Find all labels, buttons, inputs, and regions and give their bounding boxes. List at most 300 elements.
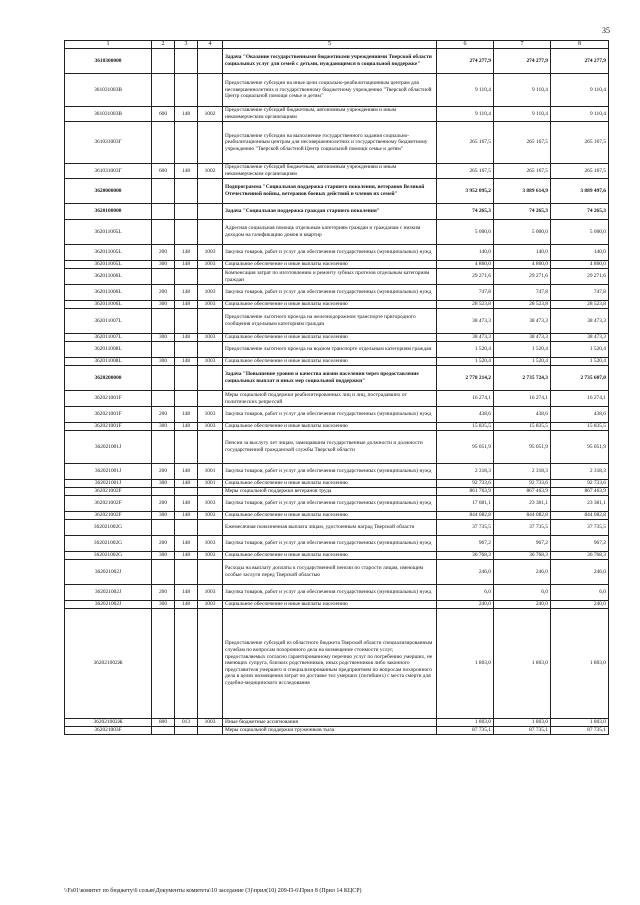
table-row: [65, 407, 609, 423]
administrator-cell: 148: [175, 358, 198, 366]
amount-year1-cell: 74 265,3: [437, 204, 494, 220]
column-header: 6: [437, 41, 494, 49]
table-row: [65, 269, 609, 285]
budget-code-cell: 362021002J: [65, 560, 152, 585]
table-row: [65, 342, 609, 358]
column-header: 3: [175, 41, 198, 49]
section-cell: [198, 204, 223, 220]
budget-code-cell: 362021002G: [65, 536, 152, 552]
amount-year1-cell: 246,0: [437, 560, 494, 585]
expense-type-cell: [152, 431, 175, 464]
budget-code-cell: 362021001F: [65, 407, 152, 423]
budget-code-cell: 362021002F: [65, 496, 152, 512]
amount-year1-cell: 38 473,3: [437, 334, 494, 342]
amount-year3-cell: 28 523,8: [551, 301, 609, 309]
amount-year3-cell: 9 110,4: [551, 74, 609, 107]
section-cell: [198, 609, 223, 719]
amount-year1-cell: 265 167,5: [437, 122, 494, 164]
table-row: [65, 585, 609, 601]
table-row: [65, 204, 609, 220]
budget-code-cell: 361031003Г: [65, 122, 152, 164]
section-cell: 1003: [198, 334, 223, 342]
administrator-cell: [175, 220, 198, 245]
expense-type-cell: 300: [152, 334, 175, 342]
amount-year1-cell: 844 082,8: [437, 512, 494, 520]
budget-code-cell: 362021001F: [65, 423, 152, 431]
item-name-cell: Меры социальной поддержки ветеранов труда: [223, 488, 437, 496]
table-row: [65, 601, 609, 609]
item-name-cell: Закупка товаров, работ и услуг для обеспечения государственных (муниципальных) нужд: [223, 407, 437, 423]
amount-year1-cell: 28 523,8: [437, 301, 494, 309]
amount-year2-cell: 38 473,3: [494, 334, 551, 342]
section-cell: 1003: [198, 585, 223, 601]
amount-year3-cell: 1 520,4: [551, 342, 609, 358]
table-row: [65, 431, 609, 464]
table-row: [65, 560, 609, 585]
administrator-cell: [175, 366, 198, 391]
section-cell: 1003: [198, 285, 223, 301]
amount-year1-cell: 1 803,0: [437, 719, 494, 727]
amount-year2-cell: 747,8: [494, 285, 551, 301]
budget-code-cell: 362011007L: [65, 309, 152, 334]
amount-year2-cell: 967,2: [494, 536, 551, 552]
item-name-cell: Меры социальной поддержки тружеников тыла: [223, 727, 437, 735]
item-name-cell: Социальное обеспечение и иные выплаты населению: [223, 552, 437, 560]
amount-year1-cell: 29 271,6: [437, 269, 494, 285]
amount-year3-cell: 36 768,3: [551, 552, 609, 560]
amount-year3-cell: 1 803,0: [551, 719, 609, 727]
amount-year3-cell: 844 082,8: [551, 512, 609, 520]
expense-type-cell: 300: [152, 512, 175, 520]
administrator-cell: 148: [175, 285, 198, 301]
table-row: [65, 423, 609, 431]
budget-code-cell: 362021003F: [65, 727, 152, 735]
table-row: [65, 49, 609, 74]
amount-year1-cell: 36 768,3: [437, 552, 494, 560]
amount-year3-cell: 6,0: [551, 585, 609, 601]
expense-type-cell: 200: [152, 407, 175, 423]
expense-type-cell: [152, 609, 175, 719]
section-cell: 1002: [198, 107, 223, 122]
budget-code-cell: 362011005L: [65, 245, 152, 261]
amount-year3-cell: 246,0: [551, 560, 609, 585]
expense-type-cell: 200: [152, 464, 175, 480]
expense-type-cell: [152, 366, 175, 391]
amount-year1-cell: 438,6: [437, 407, 494, 423]
section-cell: [198, 342, 223, 358]
item-name-cell: Предоставление льготного проезда на водном транспорте отдельным категориям граждан: [223, 342, 437, 358]
amount-year2-cell: 74 265,3: [494, 204, 551, 220]
amount-year1-cell: 5 000,0: [437, 220, 494, 245]
amount-year1-cell: 9 110,4: [437, 107, 494, 122]
item-name-cell: Предоставление субсидии на выполнение государственного задания социально-реабилитационным центрам для несовершеннолетних и государственному бюджетному учреждению "Тверской областной Центр социальной помощи семье и детям": [223, 122, 437, 164]
table-row: [65, 552, 609, 560]
administrator-cell: 148: [175, 301, 198, 309]
administrator-cell: 148: [175, 464, 198, 480]
item-name-cell: Социальное обеспечение и иные выплаты населению: [223, 601, 437, 609]
amount-year2-cell: 36 768,3: [494, 552, 551, 560]
amount-year1-cell: 2 778 214,2: [437, 366, 494, 391]
budget-code-cell: 362021001J: [65, 464, 152, 480]
column-header: 1: [65, 41, 152, 49]
item-name-cell: Подпрограмма "Социальная поддержка старшего поколения, ветеранов Великой Отечественной войны, ветеранов боевых действий и членов их семей": [223, 179, 437, 204]
amount-year1-cell: 861 763,9: [437, 488, 494, 496]
amount-year1-cell: 2 318,3: [437, 464, 494, 480]
amount-year2-cell: 6,0: [494, 585, 551, 601]
section-cell: 1003: [198, 536, 223, 552]
administrator-cell: [175, 49, 198, 74]
amount-year3-cell: 15 835,5: [551, 423, 609, 431]
administrator-cell: [175, 488, 198, 496]
amount-year1-cell: 265 167,5: [437, 164, 494, 179]
section-cell: [198, 391, 223, 407]
administrator-cell: 148: [175, 164, 198, 179]
expense-type-cell: [152, 560, 175, 585]
item-name-cell: Закупка товаров, работ и услуг для обеспечения государственных (муниципальных) нужд: [223, 245, 437, 261]
expense-type-cell: 300: [152, 552, 175, 560]
item-name-cell: Адресная социальная помощь отдельным категориям граждан и гражданам с низким доходом на газификацию домов и квартир: [223, 220, 437, 245]
budget-code-cell: 362021002G: [65, 552, 152, 560]
administrator-cell: [175, 179, 198, 204]
amount-year2-cell: 15 835,5: [494, 423, 551, 431]
table-row: [65, 488, 609, 496]
budget-code-cell: 362011008L: [65, 358, 152, 366]
budget-code-cell: 362021001J: [65, 431, 152, 464]
section-cell: 1003: [198, 552, 223, 560]
section-cell: [198, 220, 223, 245]
amount-year2-cell: 265 167,5: [494, 164, 551, 179]
amount-year2-cell: 274 277,9: [494, 49, 551, 74]
expense-type-cell: 300: [152, 480, 175, 488]
amount-year1-cell: 15 835,5: [437, 423, 494, 431]
expense-type-cell: [152, 74, 175, 107]
item-name-cell: Компенсация затрат по изготовлению и ремонту зубных протезов отдельным категориям граждан: [223, 269, 437, 285]
amount-year3-cell: 23 381,1: [551, 496, 609, 512]
table-row: [65, 520, 609, 536]
amount-year3-cell: 967,2: [551, 536, 609, 552]
item-name-cell: Социальное обеспечение и иные выплаты населению: [223, 334, 437, 342]
amount-year1-cell: 6,0: [437, 585, 494, 601]
table-row: [65, 536, 609, 552]
administrator-cell: 148: [175, 334, 198, 342]
amount-year1-cell: 37 735,5: [437, 520, 494, 536]
table-row: [65, 107, 609, 122]
item-name-cell: Задача "Повышение уровня и качества жизни населения через предоставление социальных выплат и иных мер социальной поддержки": [223, 366, 437, 391]
section-cell: [198, 309, 223, 334]
amount-year3-cell: 38 473,3: [551, 334, 609, 342]
table-body: [65, 41, 609, 735]
amount-year2-cell: 95 051,9: [494, 431, 551, 464]
amount-year3-cell: 92 733,6: [551, 480, 609, 488]
amount-year2-cell: 1 803,0: [494, 719, 551, 727]
administrator-cell: 148: [175, 601, 198, 609]
expense-type-cell: 300: [152, 301, 175, 309]
amount-year1-cell: 4 860,0: [437, 261, 494, 269]
column-header: 2: [152, 41, 175, 49]
column-header: 8: [551, 41, 609, 49]
amount-year2-cell: 3 889 614,9: [494, 179, 551, 204]
administrator-cell: [175, 269, 198, 285]
expense-type-cell: 200: [152, 496, 175, 512]
section-cell: 1001: [198, 464, 223, 480]
column-header: 5: [223, 41, 437, 49]
expense-type-cell: 600: [152, 107, 175, 122]
amount-year2-cell: 844 082,8: [494, 512, 551, 520]
amount-year3-cell: 37 735,5: [551, 520, 609, 536]
expense-type-cell: [152, 269, 175, 285]
expense-type-cell: [152, 391, 175, 407]
section-cell: 1003: [198, 601, 223, 609]
amount-year3-cell: 240,0: [551, 601, 609, 609]
section-cell: 1003: [198, 496, 223, 512]
amount-year1-cell: 9 110,4: [437, 74, 494, 107]
amount-year3-cell: 5 000,0: [551, 220, 609, 245]
amount-year2-cell: 140,0: [494, 245, 551, 261]
administrator-cell: 148: [175, 496, 198, 512]
administrator-cell: [175, 431, 198, 464]
item-name-cell: Закупка товаров, работ и услуг для обеспечения государственных (муниципальных) нужд: [223, 536, 437, 552]
amount-year2-cell: 37 735,5: [494, 520, 551, 536]
amount-year2-cell: 9 110,4: [494, 74, 551, 107]
section-cell: 1003: [198, 358, 223, 366]
item-name-cell: Социальное обеспечение и иные выплаты населению: [223, 261, 437, 269]
section-cell: 1003: [198, 407, 223, 423]
amount-year3-cell: 95 051,9: [551, 431, 609, 464]
amount-year1-cell: 17 681,1: [437, 496, 494, 512]
expense-type-cell: 300: [152, 358, 175, 366]
section-cell: 1003: [198, 423, 223, 431]
item-name-cell: Социальное обеспечение и иные выплаты населению: [223, 423, 437, 431]
amount-year1-cell: 967,2: [437, 536, 494, 552]
amount-year1-cell: 3 952 095,2: [437, 179, 494, 204]
budget-code-cell: 362011005L: [65, 261, 152, 269]
section-cell: [198, 74, 223, 107]
budget-code-cell: 3620200000: [65, 366, 152, 391]
expense-type-cell: 200: [152, 536, 175, 552]
expense-type-cell: [152, 220, 175, 245]
section-cell: 1003: [198, 719, 223, 727]
amount-year3-cell: 1 803,0: [551, 609, 609, 719]
table-row: [65, 245, 609, 261]
column-header: 4: [198, 41, 223, 49]
administrator-cell: 148: [175, 107, 198, 122]
budget-code-cell: 3620100000: [65, 204, 152, 220]
table-row: [65, 358, 609, 366]
budget-code-cell: 362021002F: [65, 488, 152, 496]
amount-year2-cell: 4 860,0: [494, 261, 551, 269]
budget-code-cell: 362011008L: [65, 342, 152, 358]
budget-code-cell: 3620000000: [65, 179, 152, 204]
item-name-cell: Предоставление субсидий бюджетным, автономным учреждениям и иным некоммерческим организациям: [223, 164, 437, 179]
expense-type-cell: [152, 122, 175, 164]
section-cell: 1001: [198, 480, 223, 488]
budget-code-cell: 362021002F: [65, 512, 152, 520]
amount-year2-cell: 87 735,1: [494, 727, 551, 735]
amount-year2-cell: 28 523,8: [494, 301, 551, 309]
table-row: [65, 391, 609, 407]
administrator-cell: 148: [175, 585, 198, 601]
item-name-cell: Социальное обеспечение и иные выплаты населению: [223, 480, 437, 488]
amount-year1-cell: 1 520,4: [437, 358, 494, 366]
table-row: [65, 727, 609, 735]
table-row: [65, 366, 609, 391]
administrator-cell: [175, 520, 198, 536]
section-cell: [198, 49, 223, 74]
amount-year2-cell: 1 520,4: [494, 358, 551, 366]
section-cell: 1003: [198, 512, 223, 520]
table-row: [65, 301, 609, 309]
amount-year2-cell: 1 803,0: [494, 609, 551, 719]
table-row: [65, 164, 609, 179]
header-row: [65, 41, 609, 49]
table-row: [65, 609, 609, 719]
amount-year3-cell: 3 889 497,6: [551, 179, 609, 204]
budget-code-cell: 361031003В: [65, 107, 152, 122]
expense-type-cell: [152, 520, 175, 536]
table-row: [65, 122, 609, 164]
expense-type-cell: 800: [152, 719, 175, 727]
section-cell: [198, 179, 223, 204]
item-name-cell: Закупка товаров, работ и услуг для обеспечения государственных (муниципальных) нужд: [223, 585, 437, 601]
administrator-cell: [175, 560, 198, 585]
table-row: [65, 285, 609, 301]
amount-year3-cell: 4 860,0: [551, 261, 609, 269]
section-cell: [198, 431, 223, 464]
section-cell: 1003: [198, 261, 223, 269]
amount-year3-cell: 747,8: [551, 285, 609, 301]
section-cell: [198, 560, 223, 585]
amount-year1-cell: 240,0: [437, 601, 494, 609]
budget-code-cell: 362011006L: [65, 285, 152, 301]
amount-year3-cell: 2 318,3: [551, 464, 609, 480]
amount-year3-cell: 438,6: [551, 407, 609, 423]
amount-year2-cell: 9 110,4: [494, 107, 551, 122]
amount-year1-cell: 16 274,1: [437, 391, 494, 407]
item-name-cell: Социальное обеспечение и иные выплаты населению: [223, 301, 437, 309]
table-row: [65, 334, 609, 342]
section-cell: [198, 269, 223, 285]
budget-code-cell: 362011005L: [65, 220, 152, 245]
administrator-cell: [175, 204, 198, 220]
amount-year3-cell: 274 277,9: [551, 49, 609, 74]
table-row: [65, 309, 609, 334]
amount-year2-cell: 265 167,5: [494, 122, 551, 164]
amount-year2-cell: 16 274,1: [494, 391, 551, 407]
expense-type-cell: [152, 488, 175, 496]
section-cell: [198, 122, 223, 164]
amount-year2-cell: 29 271,6: [494, 269, 551, 285]
table-row: [65, 179, 609, 204]
amount-year2-cell: 1 520,4: [494, 342, 551, 358]
amount-year3-cell: 140,0: [551, 245, 609, 261]
item-name-cell: Предоставление субсидий из областного бюджета Тверской области специализированным службам по вопросам похоронного дела на возмещение стоимости услуг, предоставляемых согласно гарантированному перечню услуг по погребению умерших, не имеющих супруга, близких родственников, иных родственников либо законного представителя умершего и специализированным предприятиям по вопросам похоронного дела в целях возмещения затрат по доставке тел умерших (погибших) с места смерти для судебно-медицинского исследования: [223, 609, 437, 719]
section-cell: 1002: [198, 164, 223, 179]
amount-year3-cell: 87 735,1: [551, 727, 609, 735]
item-name-cell: Пенсии за выслугу лет лицам, замещавшим государственные должности и должности государственной гражданской службы Тверской области: [223, 431, 437, 464]
amount-year3-cell: 2 735 607,0: [551, 366, 609, 391]
administrator-cell: 148: [175, 536, 198, 552]
expense-type-cell: 600: [152, 164, 175, 179]
administrator-cell: [175, 609, 198, 719]
administrator-cell: [175, 74, 198, 107]
amount-year3-cell: 265 167,5: [551, 122, 609, 164]
table-row: [65, 220, 609, 245]
amount-year2-cell: 38 473,3: [494, 309, 551, 334]
item-name-cell: Задача "Оказание государственными бюджетными учреждениями Тверской области социальных услуг для семей с детьми, нуждающимся в социальной поддержке": [223, 49, 437, 74]
budget-table: [64, 40, 609, 735]
administrator-cell: 148: [175, 423, 198, 431]
amount-year2-cell: 867 463,9: [494, 488, 551, 496]
amount-year1-cell: 38 473,3: [437, 309, 494, 334]
budget-code-cell: 362011006L: [65, 301, 152, 309]
budget-code-cell: 361031003Г: [65, 164, 152, 179]
administrator-cell: 148: [175, 245, 198, 261]
table-row: [65, 496, 609, 512]
amount-year2-cell: 92 733,6: [494, 480, 551, 488]
expense-type-cell: 200: [152, 245, 175, 261]
budget-code-cell: 362021001F: [65, 391, 152, 407]
budget-code-cell: 362021002G: [65, 520, 152, 536]
expense-type-cell: 300: [152, 261, 175, 269]
item-name-cell: Социальное обеспечение и иные выплаты населению: [223, 358, 437, 366]
item-name-cell: Задача "Социальная поддержка граждан старшего поколения": [223, 204, 437, 220]
amount-year1-cell: 92 733,6: [437, 480, 494, 488]
expense-type-cell: 300: [152, 423, 175, 431]
section-cell: [198, 727, 223, 735]
administrator-cell: 148: [175, 552, 198, 560]
expense-type-cell: [152, 179, 175, 204]
budget-code-cell: 362021002J: [65, 601, 152, 609]
administrator-cell: [175, 342, 198, 358]
expense-type-cell: [152, 49, 175, 74]
administrator-cell: [175, 309, 198, 334]
amount-year2-cell: 23 381,1: [494, 496, 551, 512]
administrator-cell: 013: [175, 719, 198, 727]
section-cell: [198, 488, 223, 496]
expense-type-cell: 200: [152, 585, 175, 601]
section-cell: [198, 366, 223, 391]
expense-type-cell: [152, 309, 175, 334]
amount-year2-cell: 2 318,3: [494, 464, 551, 480]
table-row: [65, 512, 609, 520]
amount-year3-cell: 38 473,3: [551, 309, 609, 334]
administrator-cell: 148: [175, 480, 198, 488]
amount-year3-cell: 29 271,6: [551, 269, 609, 285]
administrator-cell: 148: [175, 407, 198, 423]
budget-code-cell: 362021002Ж: [65, 609, 152, 719]
item-name-cell: Иные бюджетные ассигнования: [223, 719, 437, 727]
amount-year3-cell: 74 265,3: [551, 204, 609, 220]
administrator-cell: [175, 391, 198, 407]
table-row: [65, 480, 609, 488]
table-row: [65, 464, 609, 480]
expense-type-cell: 300: [152, 601, 175, 609]
item-name-cell: Предоставление субсидий бюджетным, автономным учреждениям и иным некоммерческим организациям: [223, 107, 437, 122]
expense-type-cell: 200: [152, 285, 175, 301]
amount-year3-cell: 867 463,9: [551, 488, 609, 496]
expense-type-cell: [152, 204, 175, 220]
budget-code-cell: 362021001J: [65, 480, 152, 488]
amount-year2-cell: 240,0: [494, 601, 551, 609]
amount-year2-cell: 5 000,0: [494, 220, 551, 245]
item-name-cell: Ежемесячная пожизненная выплата лицам, удостоенным наград Тверской области: [223, 520, 437, 536]
administrator-cell: 148: [175, 261, 198, 269]
budget-code-cell: 362021002J: [65, 585, 152, 601]
budget-code-cell: 3610300000: [65, 49, 152, 74]
budget-code-cell: 361031003В: [65, 74, 152, 107]
section-cell: 1003: [198, 301, 223, 309]
table-row: [65, 719, 609, 727]
